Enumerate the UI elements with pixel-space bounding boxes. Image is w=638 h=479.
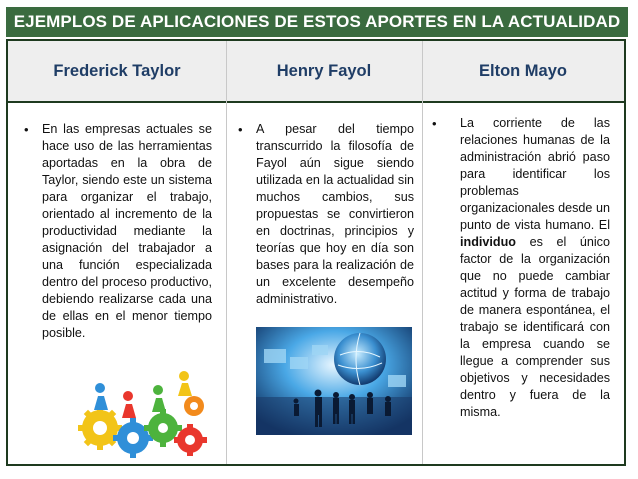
person-icon — [122, 391, 136, 418]
taylor-content — [24, 121, 212, 342]
person-icon — [178, 371, 192, 396]
globe-business-people-icon — [256, 327, 412, 435]
bullet: • — [432, 116, 437, 131]
header-elton-mayo: Elton Mayo — [478, 61, 567, 80]
bullet: • — [24, 122, 29, 137]
mayo-content — [432, 115, 610, 421]
person-icon — [94, 383, 108, 410]
fayol-text: A pesar del tiempo transcurrido la filosofía de Fayol aún sigue siendo utilizada en la actualidad sin muchos cambios, sus propuestas se convirtieron en doctrinas, principios y teorías que hoy en día son bases para la realización de un excelente desempeño administrativo. — [256, 122, 414, 306]
mayo-text-part: es el único factor de la organización que no puede cambiar actitud y forma de trabajo de manera espontánea, el trabajo se identificará con la empresa cuando se llegue a comprender sus objetivos y necesidades dentro y fuera de la misma. — [460, 235, 610, 419]
fayol-content — [238, 121, 414, 308]
header-henry-fayol: Henry Fayol — [276, 61, 372, 80]
bullet: • — [238, 122, 243, 137]
person-icon — [152, 385, 166, 412]
header-frederick-taylor: Frederick Taylor — [53, 61, 181, 80]
gears-and-people-icon — [78, 366, 208, 458]
mayo-text-bold: individuo — [460, 235, 516, 249]
column-divider — [422, 41, 423, 464]
table-header-row — [8, 41, 624, 103]
globe-icon — [334, 333, 386, 385]
gear-icon — [184, 396, 204, 416]
mayo-text — [460, 115, 610, 421]
gear-icon — [113, 418, 153, 458]
taylor-text: En las empresas actuales se hace uso de las herramientas aportadas en la obra de Taylor, siendo este un sistema para organizar el trabajo, orientado al incremento de la productividad mediante la asignación del trabajador a una función especializada dentro del proceso productivo, debiendo realizarse cada una de ellas en el menor tiempo posible. — [42, 122, 212, 340]
mayo-text-part: La corriente de las relaciones humanas de la administración abrió paso para identificar los problemas organizacionales desde un punto de vista humano. El — [460, 116, 610, 232]
column-divider — [226, 41, 227, 464]
comparison-table — [6, 39, 626, 466]
gear-icon — [78, 406, 122, 450]
page-title: EJEMPLOS DE APLICACIONES DE ESTOS APORTES EN LA ACTUALIDAD — [6, 7, 628, 37]
